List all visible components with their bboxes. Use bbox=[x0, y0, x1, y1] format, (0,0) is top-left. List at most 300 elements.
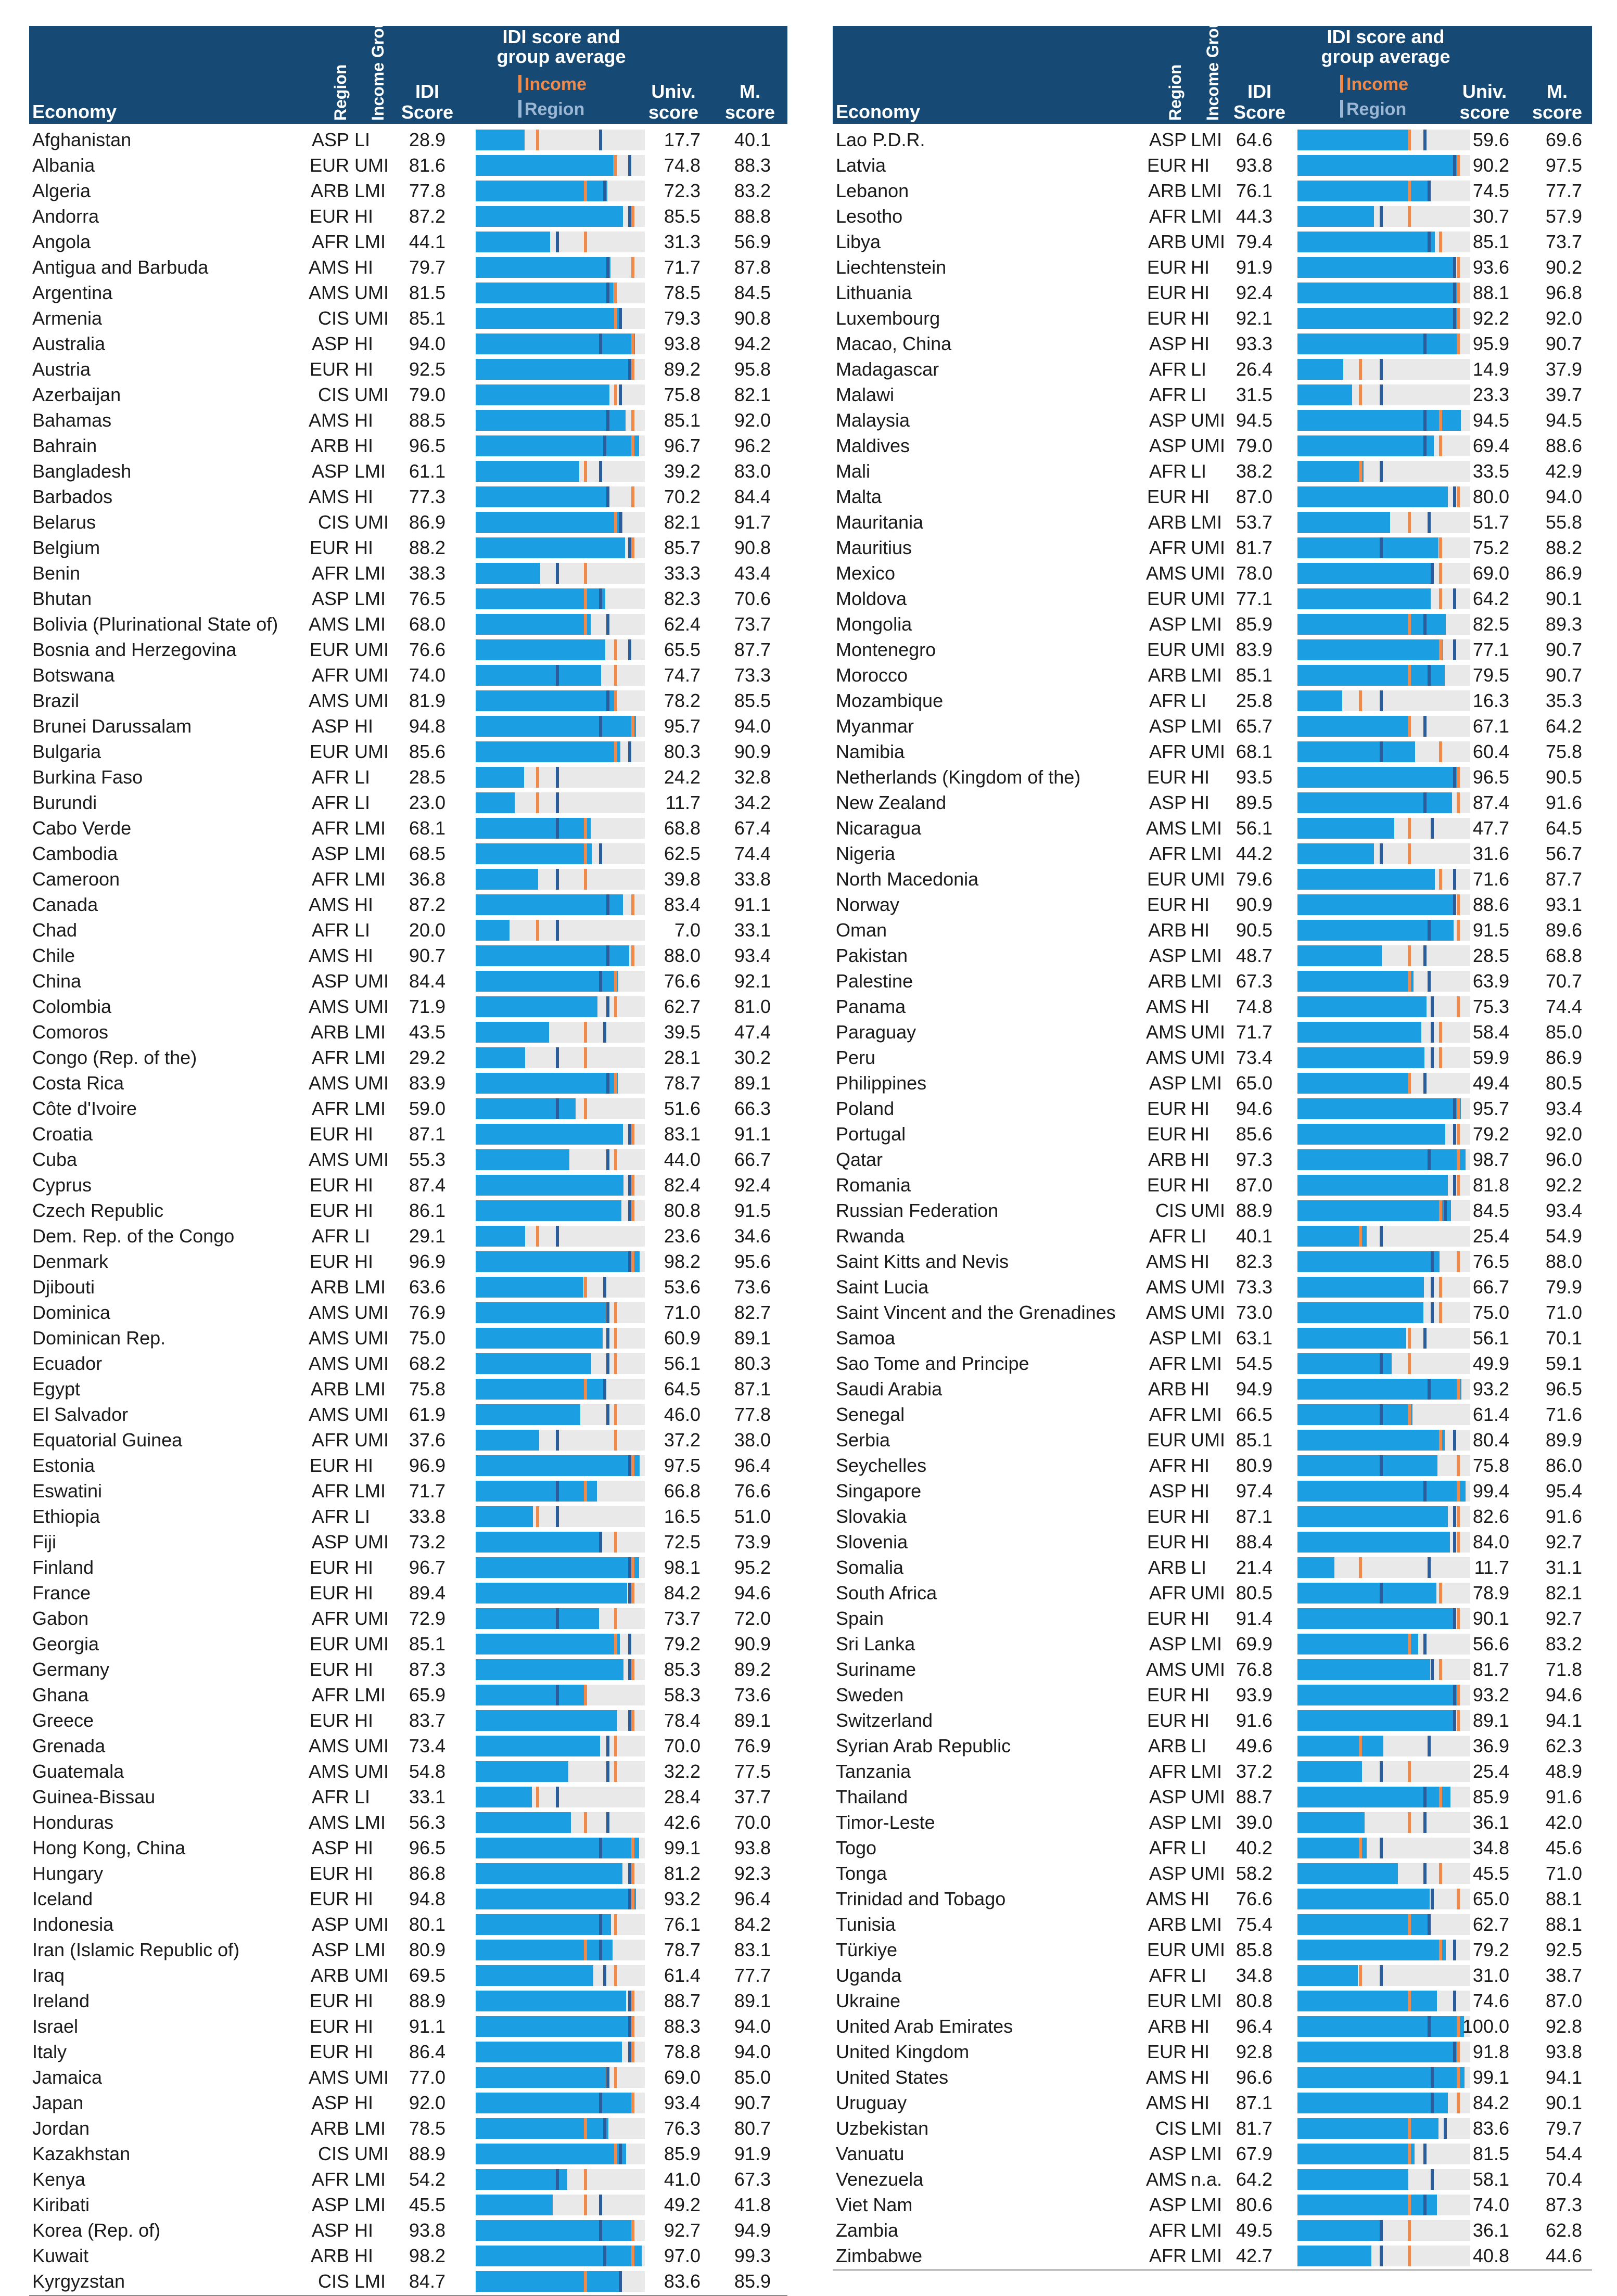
income-group-code: UMI bbox=[354, 282, 389, 303]
table-row bbox=[833, 611, 1592, 637]
idi-score: 71.7 bbox=[1236, 1021, 1272, 1043]
income-average-marker bbox=[584, 1481, 587, 1502]
idi-score: 38.3 bbox=[409, 562, 445, 584]
income-average-marker bbox=[614, 2067, 617, 2088]
idi-score: 54.8 bbox=[409, 1761, 445, 1782]
income-group-code: HI bbox=[354, 2220, 373, 2241]
income-group-code: LMI bbox=[1191, 206, 1223, 227]
income-group-code: LMI bbox=[1191, 1072, 1223, 1094]
univ-score: 84.0 bbox=[1472, 1531, 1509, 1553]
region-average-marker bbox=[606, 1404, 609, 1425]
table-row bbox=[833, 1223, 1592, 1249]
idi-score-bar bbox=[476, 1863, 622, 1884]
m-score: 84.4 bbox=[734, 486, 771, 507]
idi-score: 76.5 bbox=[409, 588, 445, 609]
income-group-code: UMI bbox=[354, 1531, 389, 1553]
m-score: 82.7 bbox=[734, 1302, 771, 1323]
idi-score-bar bbox=[476, 537, 625, 558]
univ-score: 71.7 bbox=[664, 256, 701, 278]
region-code: AMS bbox=[1145, 1047, 1187, 1068]
region-code: EUR bbox=[309, 1557, 349, 1578]
region-average-marker bbox=[619, 2144, 622, 2164]
idi-score-bar bbox=[1297, 1659, 1430, 1680]
economy-name: Canada bbox=[32, 894, 98, 915]
m-score: 94.9 bbox=[734, 2220, 771, 2241]
m-score: 74.4 bbox=[1545, 996, 1582, 1017]
univ-score: 93.6 bbox=[1472, 256, 1509, 278]
univ-score: 94.5 bbox=[1472, 409, 1509, 431]
region-average-marker bbox=[606, 410, 609, 431]
region-average-marker bbox=[1423, 792, 1427, 813]
table-row bbox=[833, 586, 1592, 611]
economy-name: Jordan bbox=[32, 2118, 90, 2139]
table-row bbox=[29, 484, 787, 509]
income-average-marker bbox=[1408, 716, 1411, 737]
idi-score: 87.0 bbox=[1236, 486, 1272, 507]
score-track bbox=[476, 537, 645, 558]
m-score: 77.8 bbox=[734, 1404, 771, 1425]
m-score: 89.1 bbox=[734, 1710, 771, 1731]
region-code: AMS bbox=[308, 1812, 349, 1833]
idi-score: 56.1 bbox=[1236, 817, 1272, 839]
m-score: 47.4 bbox=[734, 1021, 771, 1043]
idi-score-bar bbox=[476, 1991, 626, 2011]
income-group-code: HI bbox=[354, 1837, 373, 1858]
region-code: ASP bbox=[1149, 1863, 1187, 1884]
region-average-marker bbox=[556, 869, 559, 890]
univ-score: 85.1 bbox=[664, 409, 701, 431]
idi-score: 67.9 bbox=[1236, 2143, 1272, 2164]
idi-score-bar bbox=[1297, 1251, 1440, 1272]
idi-score: 65.7 bbox=[1236, 715, 1272, 737]
table-row bbox=[833, 1376, 1592, 1402]
region-average-marker bbox=[1428, 2016, 1431, 2037]
income-average-marker bbox=[584, 2169, 587, 2190]
region-average-marker bbox=[1423, 1812, 1427, 1833]
income-group-code: HI bbox=[354, 2016, 373, 2037]
univ-score: 92.7 bbox=[664, 2220, 701, 2241]
idi-score: 64.6 bbox=[1236, 129, 1272, 150]
table-row bbox=[29, 841, 787, 866]
region-average-marker bbox=[1431, 1277, 1434, 1298]
idi-score: 77.1 bbox=[1236, 588, 1272, 609]
income-group-code: HI bbox=[354, 1990, 373, 2011]
m-score: 99.3 bbox=[734, 2245, 771, 2266]
table-row bbox=[833, 841, 1592, 866]
univ-score: 75.3 bbox=[1472, 996, 1509, 1017]
income-group-code: LI bbox=[354, 1506, 371, 1527]
region-code: AMS bbox=[1145, 1659, 1187, 1680]
univ-score: 28.4 bbox=[664, 1786, 701, 1807]
idi-score-bar bbox=[476, 1277, 583, 1298]
income-group-code: LMI bbox=[354, 1276, 386, 1298]
income-group-code: LMI bbox=[1191, 817, 1223, 839]
income-group-code: HI bbox=[1191, 1251, 1209, 1272]
table-row bbox=[833, 203, 1592, 229]
m-score: 93.1 bbox=[1545, 894, 1582, 915]
region-code: AMS bbox=[308, 2067, 349, 2088]
income-group-code: LMI bbox=[354, 2169, 386, 2190]
region-code: AMS bbox=[308, 613, 349, 635]
region-code: AMS bbox=[308, 690, 349, 711]
income-group-code: LI bbox=[1191, 690, 1207, 711]
m-score: 94.1 bbox=[1545, 1710, 1582, 1731]
idi-score-bar bbox=[1297, 130, 1409, 150]
income-group-code: HI bbox=[1191, 155, 1209, 176]
economy-name: Guinea-Bissau bbox=[32, 1786, 156, 1807]
income-average-marker bbox=[614, 639, 617, 660]
table-row bbox=[29, 1223, 787, 1249]
region-average-marker bbox=[1423, 334, 1427, 354]
income-group-code: HI bbox=[354, 1582, 373, 1604]
univ-score: 64.5 bbox=[664, 1378, 701, 1400]
region-average-marker bbox=[606, 1812, 609, 1833]
table-row bbox=[29, 1504, 787, 1529]
idi-score: 86.1 bbox=[409, 1200, 445, 1221]
region-code: ARB bbox=[310, 1378, 349, 1400]
region-code: AFR bbox=[1149, 2245, 1187, 2266]
legend-income: Income bbox=[1340, 74, 1408, 95]
univ-score: 40.8 bbox=[1472, 2245, 1509, 2266]
economy-name: Colombia bbox=[32, 996, 112, 1017]
income-average-marker bbox=[1359, 1226, 1362, 1247]
region-code: EUR bbox=[1147, 1684, 1187, 1705]
idi-score: 86.9 bbox=[409, 511, 445, 533]
univ-score: 76.6 bbox=[664, 970, 701, 992]
idi-score-bar bbox=[1297, 384, 1352, 405]
economy-name: Spain bbox=[836, 1608, 884, 1629]
region-code: ASP bbox=[311, 2220, 349, 2241]
income-group-code: HI bbox=[1191, 1149, 1209, 1170]
region-code: EUR bbox=[309, 537, 349, 558]
idi-score: 81.7 bbox=[1236, 537, 1272, 558]
income-group-code: UMI bbox=[1191, 741, 1225, 762]
score-track bbox=[476, 1022, 645, 1043]
income-group-code: HI bbox=[354, 2041, 373, 2062]
income-group-code: HI bbox=[1191, 1174, 1209, 1196]
idi-score-bar bbox=[476, 1965, 593, 1986]
univ-score: 45.5 bbox=[1472, 1863, 1509, 1884]
idi-score: 92.1 bbox=[1236, 307, 1272, 329]
idi-score: 56.3 bbox=[409, 1812, 445, 1833]
table-row bbox=[833, 152, 1592, 178]
income-average-marker bbox=[1359, 461, 1362, 482]
region-average-marker bbox=[599, 843, 602, 864]
m-score: 38.0 bbox=[734, 1429, 771, 1451]
m-score: 66.3 bbox=[734, 1098, 771, 1119]
table-row bbox=[29, 1402, 787, 1427]
idi-score: 76.6 bbox=[1236, 1888, 1272, 1909]
idi-score: 77.0 bbox=[409, 2067, 445, 2088]
table-row bbox=[833, 458, 1592, 484]
economy-name: Tanzania bbox=[836, 1761, 911, 1782]
idi-score: 74.8 bbox=[1236, 996, 1272, 1017]
header-economy: Economy bbox=[836, 101, 921, 122]
idi-score: 87.2 bbox=[409, 894, 445, 915]
region-code: ARB bbox=[1148, 231, 1187, 252]
idi-score-bar bbox=[476, 155, 614, 176]
univ-score: 62.5 bbox=[664, 843, 701, 864]
income-group-code: HI bbox=[1191, 766, 1209, 788]
income-group-code: LI bbox=[354, 1786, 371, 1807]
legend-income: Income bbox=[518, 74, 587, 95]
region-code: EUR bbox=[309, 639, 349, 660]
m-score: 72.0 bbox=[734, 1608, 771, 1629]
region-average-marker bbox=[599, 588, 602, 609]
income-group-code: UMI bbox=[354, 2143, 389, 2164]
income-group-code: UMI bbox=[1191, 1863, 1225, 1884]
economy-name: Congo (Rep. of the) bbox=[32, 1047, 197, 1068]
idi-score-bar bbox=[1297, 2220, 1383, 2241]
idi-score-bar bbox=[1297, 1685, 1460, 1705]
univ-score: 49.4 bbox=[1472, 1072, 1509, 1094]
score-track bbox=[476, 843, 645, 864]
table-row bbox=[833, 2243, 1592, 2268]
m-score: 88.0 bbox=[1545, 1251, 1582, 1272]
m-score: 84.5 bbox=[734, 282, 771, 303]
m-score: 91.6 bbox=[1545, 1506, 1582, 1527]
economy-name: Mozambique bbox=[836, 690, 944, 711]
income-average-marker bbox=[1408, 512, 1411, 533]
table-row bbox=[833, 2141, 1592, 2166]
idi-score: 82.3 bbox=[1236, 1251, 1272, 1272]
table-row bbox=[833, 1325, 1592, 1351]
score-track bbox=[476, 1685, 645, 1705]
idi-score-bar bbox=[1297, 232, 1435, 252]
economy-name: Czech Republic bbox=[32, 1200, 164, 1221]
table-row bbox=[29, 1376, 787, 1402]
economy-name: Belarus bbox=[32, 511, 96, 533]
m-score: 39.7 bbox=[1545, 384, 1582, 405]
m-score: 90.5 bbox=[1545, 766, 1582, 788]
univ-score: 84.5 bbox=[1472, 1200, 1509, 1221]
income-group-code: LMI bbox=[354, 1480, 386, 1502]
table-row bbox=[833, 1886, 1592, 1912]
economy-name: Slovakia bbox=[836, 1506, 907, 1527]
univ-score: 83.6 bbox=[1472, 2118, 1509, 2139]
m-score: 89.2 bbox=[734, 1659, 771, 1680]
income-group-code: UMI bbox=[354, 384, 389, 405]
region-average-marker bbox=[1380, 2220, 1383, 2241]
idi-score-bar bbox=[1297, 1328, 1406, 1349]
table-row bbox=[833, 1096, 1592, 1121]
region-code: EUR bbox=[309, 1174, 349, 1196]
income-group-code: LI bbox=[1191, 1225, 1207, 1247]
idi-score: 73.0 bbox=[1236, 1302, 1272, 1323]
univ-score: 95.7 bbox=[1472, 1098, 1509, 1119]
m-score: 87.1 bbox=[734, 1378, 771, 1400]
m-score: 67.3 bbox=[734, 2169, 771, 2190]
economy-name: Hungary bbox=[32, 1863, 104, 1884]
income-average-marker bbox=[614, 512, 617, 533]
idi-score: 59.0 bbox=[409, 1098, 445, 1119]
table-row bbox=[833, 560, 1592, 586]
idi-score-bar bbox=[1297, 1863, 1398, 1884]
idi-score: 68.1 bbox=[1236, 741, 1272, 762]
univ-score: 83.4 bbox=[664, 894, 701, 915]
univ-score: 16.3 bbox=[1472, 690, 1509, 711]
income-group-code: HI bbox=[1191, 486, 1209, 507]
income-group-code: LMI bbox=[354, 2194, 386, 2215]
univ-score: 79.5 bbox=[1472, 664, 1509, 686]
univ-score: 78.7 bbox=[664, 1939, 701, 1960]
table-row bbox=[29, 178, 787, 203]
income-group-code: HI bbox=[1191, 1684, 1209, 1705]
economy-name: Israel bbox=[32, 2016, 79, 2037]
economy-name: Liechtenstein bbox=[836, 256, 947, 278]
table-row bbox=[29, 331, 787, 356]
economy-name: North Macedonia bbox=[836, 868, 979, 890]
idi-score-bar bbox=[1297, 334, 1459, 354]
idi-score: 96.7 bbox=[409, 1557, 445, 1578]
idi-score: 55.3 bbox=[409, 1149, 445, 1170]
income-group-code: HI bbox=[354, 1200, 373, 1221]
score-track bbox=[476, 1226, 645, 1247]
m-score: 96.8 bbox=[1545, 282, 1582, 303]
income-group-code: LMI bbox=[354, 843, 386, 864]
univ-score: 31.6 bbox=[1472, 843, 1509, 864]
table-row bbox=[29, 1682, 787, 1708]
economy-name: Angola bbox=[32, 231, 91, 252]
table-row bbox=[29, 458, 787, 484]
economy-name: Barbados bbox=[32, 486, 113, 507]
region-average-marker bbox=[556, 563, 559, 584]
univ-score: 36.1 bbox=[1472, 1812, 1509, 1833]
m-score: 90.7 bbox=[1545, 333, 1582, 354]
idi-score: 77.3 bbox=[409, 486, 445, 507]
idi-score-bar bbox=[476, 2093, 631, 2113]
region-code: CIS bbox=[1155, 1200, 1187, 1221]
header-idi-score: IDI Score bbox=[1233, 81, 1286, 123]
idi-score: 78.0 bbox=[1236, 562, 1272, 584]
univ-score: 17.7 bbox=[664, 129, 701, 150]
idi-score: 61.9 bbox=[409, 1404, 445, 1425]
income-group-code: LI bbox=[354, 129, 371, 150]
region-average-marker bbox=[556, 2169, 559, 2190]
univ-score: 83.6 bbox=[664, 2271, 701, 2292]
region-code: ARB bbox=[1148, 1149, 1187, 1170]
header-economy: Economy bbox=[32, 101, 117, 122]
idi-score-bar bbox=[476, 1710, 617, 1731]
m-score: 31.1 bbox=[1545, 1557, 1582, 1578]
idi-score: 71.7 bbox=[409, 1480, 445, 1502]
region-code: EUR bbox=[1147, 1174, 1187, 1196]
m-score: 80.3 bbox=[734, 1353, 771, 1374]
m-score: 90.7 bbox=[1545, 664, 1582, 686]
idi-score: 80.6 bbox=[1236, 2194, 1272, 2215]
table-row bbox=[833, 2115, 1592, 2141]
univ-score: 61.4 bbox=[664, 1965, 701, 1986]
m-score: 89.6 bbox=[1545, 919, 1582, 941]
region-code: EUR bbox=[1147, 1429, 1187, 1451]
m-score: 42.0 bbox=[1545, 1812, 1582, 1833]
idi-score: 33.1 bbox=[409, 1786, 445, 1807]
univ-score: 65.5 bbox=[664, 639, 701, 660]
univ-score: 82.6 bbox=[1472, 1506, 1509, 1527]
economy-name: Nigeria bbox=[836, 843, 896, 864]
region-code: ARB bbox=[1148, 664, 1187, 686]
region-code: EUR bbox=[309, 1710, 349, 1731]
income-group-code: UMI bbox=[1191, 1939, 1225, 1960]
univ-score: 69.0 bbox=[664, 2067, 701, 2088]
table-row bbox=[29, 1325, 787, 1351]
income-average-marker bbox=[614, 308, 617, 329]
score-track bbox=[476, 1659, 645, 1680]
economy-name: Slovenia bbox=[836, 1531, 908, 1553]
table-row bbox=[29, 611, 787, 637]
univ-score: 28.1 bbox=[664, 1047, 701, 1068]
economy-name: Bolivia (Plurinational State of) bbox=[32, 613, 278, 635]
univ-score: 42.6 bbox=[664, 1812, 701, 1833]
income-group-code: HI bbox=[354, 409, 373, 431]
region-average-marker bbox=[603, 1022, 606, 1043]
table-row bbox=[29, 382, 787, 407]
univ-score: 53.6 bbox=[664, 1276, 701, 1298]
idi-score-bar bbox=[1297, 1302, 1423, 1323]
table-row bbox=[833, 1172, 1592, 1198]
idi-score: 83.9 bbox=[1236, 639, 1272, 660]
region-code: AFR bbox=[312, 919, 349, 941]
idi-score: 81.7 bbox=[1236, 2118, 1272, 2139]
income-average-marker bbox=[1408, 665, 1411, 686]
m-score: 95.6 bbox=[734, 1251, 771, 1272]
idi-score: 73.3 bbox=[1236, 1276, 1272, 1298]
income-group-code: HI bbox=[1191, 2092, 1209, 2113]
header-region: Region bbox=[331, 64, 350, 121]
m-score: 37.7 bbox=[734, 1786, 771, 1807]
table-row bbox=[29, 1249, 787, 1274]
univ-score: 85.9 bbox=[1472, 1786, 1509, 1807]
region-average-marker bbox=[1428, 1379, 1431, 1400]
income-average-marker bbox=[1408, 2195, 1411, 2215]
univ-score: 66.7 bbox=[1472, 1276, 1509, 1298]
idi-score: 85.6 bbox=[1236, 1123, 1272, 1145]
table-row bbox=[29, 356, 787, 382]
region-code: AMS bbox=[1145, 996, 1187, 1017]
table-row bbox=[833, 1019, 1592, 1045]
region-average-marker bbox=[556, 792, 559, 813]
m-score: 51.0 bbox=[734, 1506, 771, 1527]
idi-score: 28.9 bbox=[409, 129, 445, 150]
m-score: 86.9 bbox=[1545, 562, 1582, 584]
idi-score-bar bbox=[476, 2016, 630, 2037]
idi-score: 94.8 bbox=[409, 1888, 445, 1909]
idi-score: 94.6 bbox=[1236, 1098, 1272, 1119]
income-group-code: UMI bbox=[1191, 1659, 1225, 1680]
idi-score-bar bbox=[476, 1940, 613, 1960]
income-group-code: LMI bbox=[354, 1684, 386, 1705]
income-group-code: UMI bbox=[1191, 1786, 1225, 1807]
region-average-marker bbox=[1431, 2067, 1434, 2088]
economy-name: Korea (Rep. of) bbox=[32, 2220, 161, 2241]
idi-score-bar bbox=[1297, 1787, 1450, 1807]
idi-score-bar bbox=[476, 334, 635, 354]
score-track bbox=[476, 2042, 645, 2062]
m-score: 92.7 bbox=[1545, 1531, 1582, 1553]
region-average-marker bbox=[603, 2246, 606, 2266]
income-group-code: HI bbox=[354, 1455, 373, 1476]
region-code: CIS bbox=[317, 2143, 349, 2164]
idi-score-bar bbox=[476, 971, 618, 992]
economy-name: Zimbabwe bbox=[836, 2245, 923, 2266]
m-score: 75.8 bbox=[1545, 741, 1582, 762]
table-row bbox=[29, 1045, 787, 1070]
economy-name: United Arab Emirates bbox=[836, 2016, 1013, 2037]
region-average-marker bbox=[556, 1787, 559, 1807]
score-track bbox=[476, 792, 645, 813]
table-row bbox=[29, 2115, 787, 2141]
economy-name: Zambia bbox=[836, 2220, 899, 2241]
